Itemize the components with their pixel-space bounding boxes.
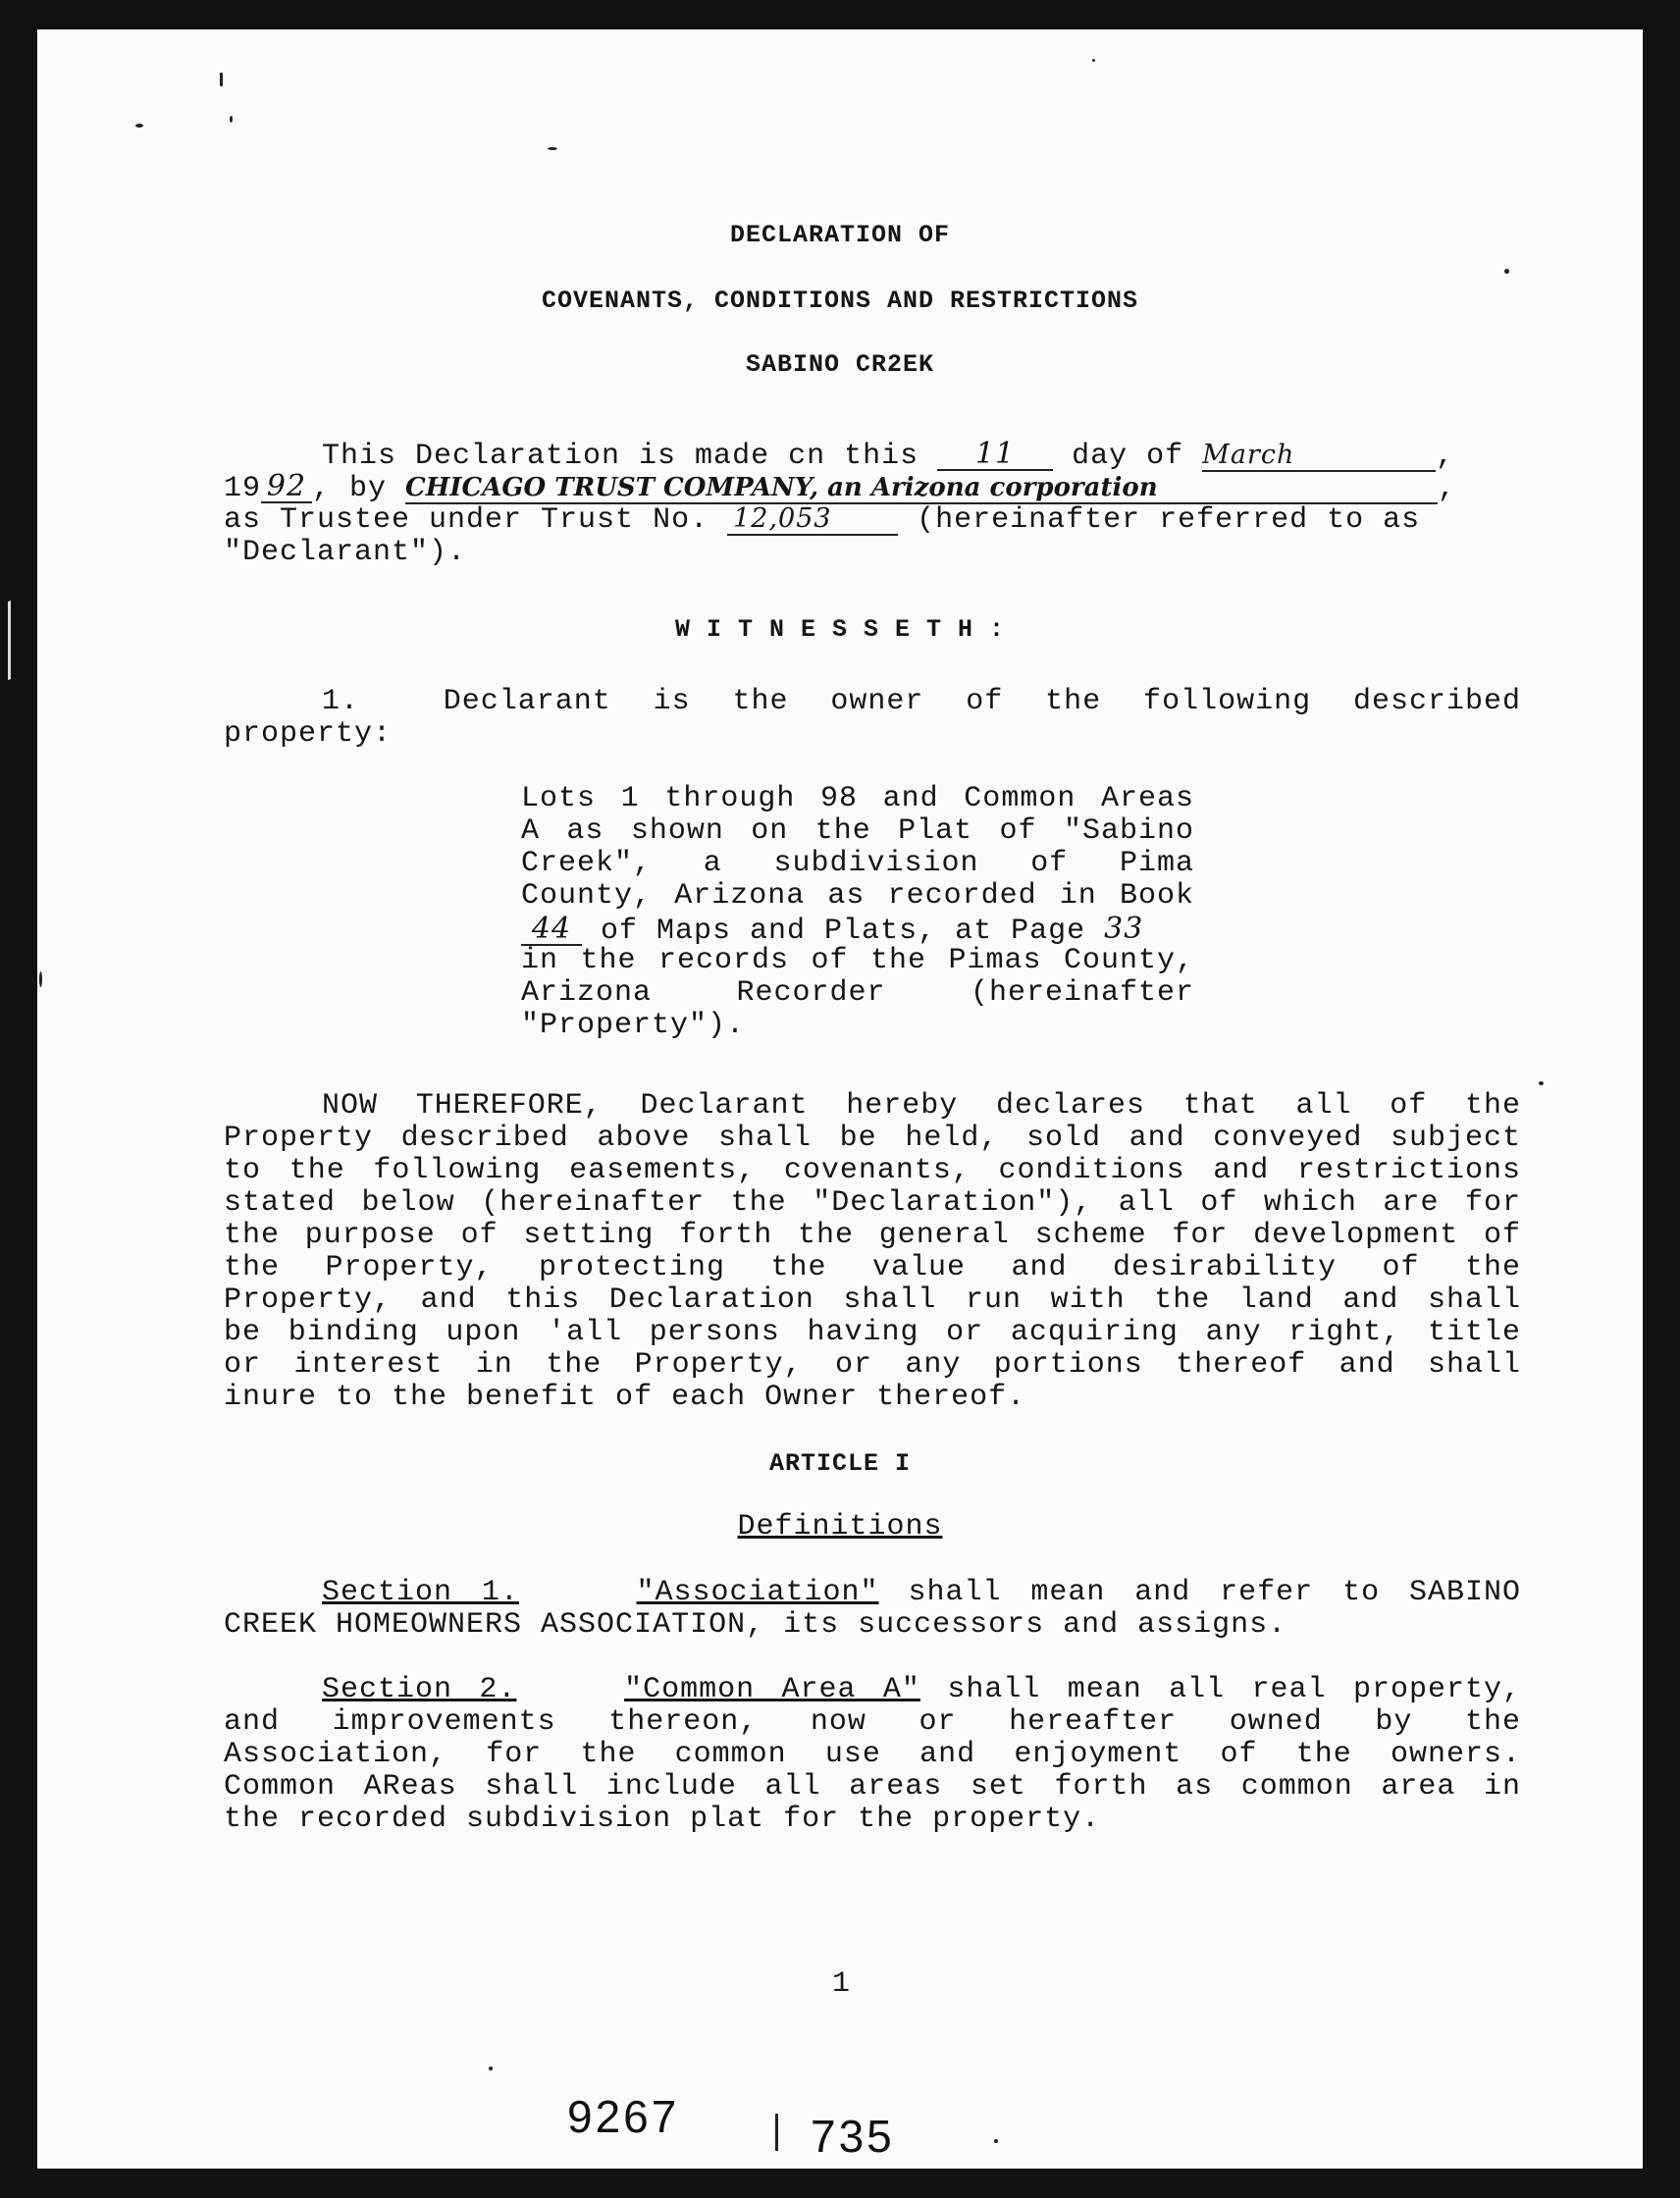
witnesseth-heading: W I T N E S S E T H : [674, 615, 1006, 644]
scan-speck [220, 73, 223, 86]
intro-line-3 [224, 504, 1521, 537]
property-line-4: County, Arizona as recorded in Book [521, 879, 1194, 913]
property-line-3: Creek", a subdivision of Pima [521, 847, 1194, 880]
title-line-2: COVENANTS, CONDITIONS AND RESTRICTIONS [541, 287, 1139, 315]
scan-speck [135, 124, 143, 128]
intro-comma-2: , [1438, 472, 1457, 505]
intro-comma-1: , [1436, 440, 1455, 473]
party-field: CHICAGO TRUST COMPANY, an Arizona corporation [405, 473, 1438, 504]
section-2-line-1 [322, 1674, 1521, 1706]
now-therefore-line-7: Property, and this Declaration shall run with the land and shall [224, 1283, 1521, 1317]
now-therefore-line-8: be binding upon 'all persons having or acquiring any right, title [224, 1316, 1521, 1349]
scan-edge-artifact [8, 596, 25, 680]
year-field: 92 [261, 472, 312, 503]
scan-speck [230, 116, 233, 123]
trustee-text-b: (hereinafter referred to as [917, 503, 1421, 537]
section-2-text: shall mean all real property, [947, 1673, 1521, 1706]
section-1-text: shall mean and refer to SABINO [908, 1576, 1521, 1609]
section-2-line-5: the recorded subdivision plat for the property. [224, 1803, 1101, 1836]
item-1-text: Declarant is the owner of the following described [443, 685, 1521, 718]
scan-speck [994, 2139, 998, 2143]
section-2-line-2: and improvements thereon, now or hereafter owned by the [224, 1705, 1521, 1739]
intro-line-2 [224, 469, 1521, 505]
trust-number-field: 12,053 [727, 504, 898, 536]
scan-speck [548, 147, 557, 150]
intro-line-1 [224, 437, 1521, 473]
scan-speck [1504, 269, 1509, 274]
section-1-line-2: CREEK HOMEOWNERS ASSOCIATION, its successors and assigns. [224, 1608, 1287, 1642]
day-field: 11 [937, 440, 1053, 471]
property-line-1: Lots 1 through 98 and Common Areas [521, 782, 1194, 815]
scan-speck [1092, 59, 1095, 62]
document-page [37, 29, 1643, 2169]
section-2-term: "Common Area A" [624, 1673, 920, 1706]
page-number: 1 [832, 1967, 852, 2001]
title-line-3: SABINO CR2EK [745, 350, 935, 379]
scan-speck [1539, 1081, 1544, 1085]
article-heading: ARTICLE I [768, 1449, 912, 1478]
page-number-field: 33 [1104, 912, 1144, 946]
book-number-field: 44 [521, 915, 582, 946]
item-1-number: 1. [322, 685, 360, 718]
section-1-line-1 [322, 1577, 1521, 1609]
recorder-stamp-left: 9267 [567, 2091, 680, 2142]
definitions-text: Definitions [737, 1510, 943, 1544]
definitions-heading [37, 1511, 1643, 1544]
section-2-line-4: Common AReas shall include all areas set forth as common area in [224, 1770, 1521, 1804]
recorder-stamp-right: 735 [811, 2111, 895, 2162]
now-therefore-line-1: NOW THEREFORE, Declarant hereby declares that all of the [322, 1089, 1521, 1123]
property-line-7: Arizona Recorder (hereinafter [521, 976, 1194, 1010]
scan-speck [39, 971, 42, 987]
now-therefore-line-4: stated below (hereinafter the "Declaration"), all of which are for [224, 1186, 1521, 1220]
scan-speck [489, 2067, 493, 2070]
section-1-term: "Association" [636, 1576, 879, 1609]
item-1-line-2: property: [224, 717, 393, 751]
property-line-2: A as shown on the Plat of "Sabino [521, 814, 1194, 848]
now-therefore-line-5: the purpose of setting forth the general scheme for development of [224, 1219, 1521, 1252]
section-2-label: Section 2. [322, 1673, 517, 1706]
item-1-line-1 [224, 686, 1521, 718]
now-therefore-line-3: to the following easements, covenants, conditions and restrictions [224, 1154, 1521, 1187]
section-2-line-3: Association, for the common use and enjoyment of the owners. [224, 1738, 1521, 1771]
intro-line-4: "Declarant"). [224, 536, 467, 569]
intro-text-a: This Declaration is made cn this [322, 440, 919, 473]
property-line-5-text: of Maps and Plats, at Page [601, 915, 1086, 948]
intro-by: , by [312, 472, 388, 505]
trustee-text-a: as Trustee under Trust No. [224, 503, 709, 537]
title-line-1: DECLARATION OF [729, 221, 951, 249]
now-therefore-line-9: or interest in the Property, or any portions thereof and shall [224, 1348, 1521, 1382]
now-therefore-line-6: the Property, protecting the value and desirability of the [224, 1251, 1521, 1284]
property-line-6: in the records of the Pimas County, [521, 944, 1194, 977]
month-field: March [1202, 441, 1436, 472]
section-1-label: Section 1. [322, 1576, 519, 1609]
stamp-mark [775, 2114, 778, 2151]
property-line-5 [521, 913, 1208, 948]
intro-text-b: day of [1072, 440, 1184, 473]
year-prefix: 19 [224, 472, 262, 505]
now-therefore-line-10: inure to the benefit of each Owner thereof. [224, 1381, 1026, 1414]
property-line-8: "Property"). [521, 1009, 746, 1042]
now-therefore-line-2: Property described above shall be held, sold and conveyed subject [224, 1122, 1521, 1155]
